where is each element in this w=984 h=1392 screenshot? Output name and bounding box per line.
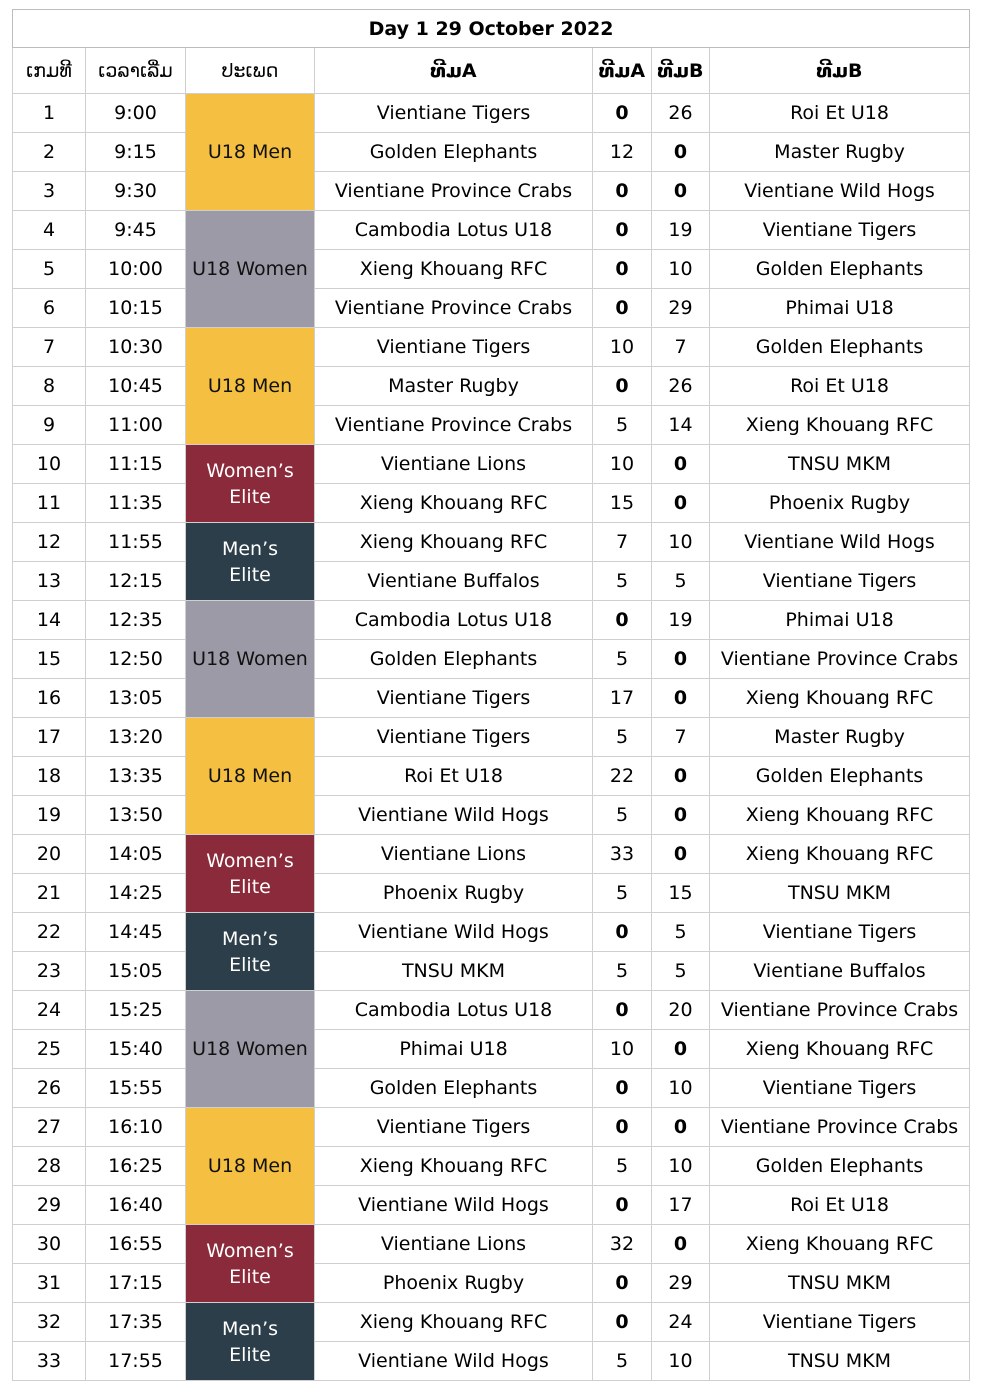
score-b: 5 [652, 913, 710, 952]
category-cell: Men’s Elite [186, 523, 315, 601]
score-b: 5 [652, 952, 710, 991]
start-time: 15:25 [86, 991, 186, 1030]
start-time: 13:35 [86, 757, 186, 796]
team-a: Vientiane Wild Hogs [315, 796, 593, 835]
score-b: 24 [652, 1303, 710, 1342]
start-time: 17:35 [86, 1303, 186, 1342]
table-row [13, 1342, 970, 1381]
team-a: Phoenix Rugby [315, 874, 593, 913]
start-time: 14:45 [86, 913, 186, 952]
game-number: 4 [13, 211, 86, 250]
start-time: 16:25 [86, 1147, 186, 1186]
team-b: Vientiane Tigers [710, 211, 970, 250]
table-row [13, 796, 970, 835]
score-a: 0 [593, 94, 652, 133]
score-a: 5 [593, 562, 652, 601]
team-b: Vientiane Wild Hogs [710, 172, 970, 211]
game-number: 6 [13, 289, 86, 328]
start-time: 10:00 [86, 250, 186, 289]
team-b: TNSU MKM [710, 1264, 970, 1303]
start-time: 10:15 [86, 289, 186, 328]
table-row [13, 211, 970, 250]
score-a: 10 [593, 328, 652, 367]
team-a: Vientiane Tigers [315, 1108, 593, 1147]
score-a: 5 [593, 406, 652, 445]
category-cell: U18 Women [186, 991, 315, 1108]
table-row [13, 562, 970, 601]
score-a: 0 [593, 211, 652, 250]
table-row [13, 1264, 970, 1303]
table-row [13, 133, 970, 172]
category-cell: U18 Women [186, 211, 315, 328]
start-time: 11:35 [86, 484, 186, 523]
score-b: 10 [652, 250, 710, 289]
score-b: 15 [652, 874, 710, 913]
score-b: 26 [652, 367, 710, 406]
score-a: 12 [593, 133, 652, 172]
team-b: Golden Elephants [710, 1147, 970, 1186]
schedule-title: Day 1 29 October 2022 [13, 10, 970, 48]
table-row [13, 1069, 970, 1108]
game-number: 27 [13, 1108, 86, 1147]
game-number: 32 [13, 1303, 86, 1342]
score-b: 0 [652, 640, 710, 679]
team-a: Cambodia Lotus U18 [315, 991, 593, 1030]
table-row [13, 757, 970, 796]
team-a: Vientiane Province Crabs [315, 289, 593, 328]
start-time: 17:15 [86, 1264, 186, 1303]
team-b: Golden Elephants [710, 250, 970, 289]
score-a: 0 [593, 289, 652, 328]
schedule-sheet [12, 9, 969, 1381]
game-number: 13 [13, 562, 86, 601]
team-a: Xieng Khouang RFC [315, 523, 593, 562]
table-row [13, 991, 970, 1030]
header-row [13, 48, 970, 94]
score-a: 17 [593, 679, 652, 718]
team-b: TNSU MKM [710, 1342, 970, 1381]
score-a: 22 [593, 757, 652, 796]
score-b: 0 [652, 172, 710, 211]
team-b: Master Rugby [710, 718, 970, 757]
team-a: Vientiane Province Crabs [315, 406, 593, 445]
header-game-no: ເກມທີ [13, 48, 86, 94]
table-row [13, 94, 970, 133]
table-row [13, 718, 970, 757]
team-a: Xieng Khouang RFC [315, 1147, 593, 1186]
team-b: Vientiane Province Crabs [710, 991, 970, 1030]
start-time: 12:15 [86, 562, 186, 601]
score-a: 0 [593, 913, 652, 952]
score-b: 26 [652, 94, 710, 133]
score-b: 0 [652, 484, 710, 523]
team-b: Vientiane Tigers [710, 562, 970, 601]
team-a: Phoenix Rugby [315, 1264, 593, 1303]
table-row [13, 952, 970, 991]
game-number: 15 [13, 640, 86, 679]
category-cell: Women’s Elite [186, 445, 315, 523]
team-b: Vientiane Province Crabs [710, 640, 970, 679]
game-number: 22 [13, 913, 86, 952]
score-b: 10 [652, 1147, 710, 1186]
score-b: 7 [652, 718, 710, 757]
game-number: 18 [13, 757, 86, 796]
table-row [13, 1030, 970, 1069]
team-a: Vientiane Lions [315, 1225, 593, 1264]
start-time: 15:40 [86, 1030, 186, 1069]
games-body [13, 94, 970, 1381]
game-number: 8 [13, 367, 86, 406]
score-b: 17 [652, 1186, 710, 1225]
table-row [13, 1147, 970, 1186]
start-time: 9:15 [86, 133, 186, 172]
score-a: 0 [593, 172, 652, 211]
game-number: 5 [13, 250, 86, 289]
game-number: 9 [13, 406, 86, 445]
start-time: 16:55 [86, 1225, 186, 1264]
start-time: 9:45 [86, 211, 186, 250]
team-b: Vientiane Province Crabs [710, 1108, 970, 1147]
table-row [13, 289, 970, 328]
score-a: 5 [593, 1147, 652, 1186]
team-a: Xieng Khouang RFC [315, 250, 593, 289]
start-time: 16:10 [86, 1108, 186, 1147]
header-team-a: ທີມA [315, 48, 593, 94]
team-a: Phimai U18 [315, 1030, 593, 1069]
game-number: 21 [13, 874, 86, 913]
team-b: TNSU MKM [710, 874, 970, 913]
score-b: 0 [652, 679, 710, 718]
game-number: 20 [13, 835, 86, 874]
score-a: 32 [593, 1225, 652, 1264]
game-number: 12 [13, 523, 86, 562]
category-cell: Men’s Elite [186, 1303, 315, 1381]
team-b: Vientiane Tigers [710, 1303, 970, 1342]
start-time: 11:15 [86, 445, 186, 484]
game-number: 33 [13, 1342, 86, 1381]
table-row [13, 1108, 970, 1147]
game-number: 10 [13, 445, 86, 484]
game-number: 28 [13, 1147, 86, 1186]
score-b: 0 [652, 1108, 710, 1147]
score-a: 0 [593, 1186, 652, 1225]
score-a: 5 [593, 952, 652, 991]
team-a: Vientiane Province Crabs [315, 172, 593, 211]
team-a: Vientiane Tigers [315, 328, 593, 367]
team-a: Vientiane Wild Hogs [315, 913, 593, 952]
score-a: 0 [593, 991, 652, 1030]
start-time: 9:00 [86, 94, 186, 133]
schedule-table [12, 9, 970, 1381]
team-b: Xieng Khouang RFC [710, 835, 970, 874]
score-a: 5 [593, 718, 652, 757]
score-a: 10 [593, 445, 652, 484]
team-b: Roi Et U18 [710, 367, 970, 406]
score-a: 15 [593, 484, 652, 523]
team-a: TNSU MKM [315, 952, 593, 991]
team-a: Xieng Khouang RFC [315, 484, 593, 523]
category-cell: Women’s Elite [186, 1225, 315, 1303]
team-b: Phimai U18 [710, 601, 970, 640]
category-cell: U18 Men [186, 1108, 315, 1225]
start-time: 12:50 [86, 640, 186, 679]
table-row [13, 484, 970, 523]
table-row [13, 1186, 970, 1225]
start-time: 13:05 [86, 679, 186, 718]
score-a: 0 [593, 1264, 652, 1303]
category-cell: U18 Men [186, 718, 315, 835]
team-b: Xieng Khouang RFC [710, 796, 970, 835]
score-b: 10 [652, 1069, 710, 1108]
game-number: 14 [13, 601, 86, 640]
team-b: Vientiane Tigers [710, 913, 970, 952]
game-number: 17 [13, 718, 86, 757]
table-row [13, 445, 970, 484]
start-time: 14:25 [86, 874, 186, 913]
score-a: 33 [593, 835, 652, 874]
score-b: 7 [652, 328, 710, 367]
team-a: Master Rugby [315, 367, 593, 406]
score-a: 0 [593, 1303, 652, 1342]
table-row [13, 523, 970, 562]
team-b: Xieng Khouang RFC [710, 406, 970, 445]
table-row [13, 874, 970, 913]
table-row [13, 835, 970, 874]
team-a: Vientiane Buffalos [315, 562, 593, 601]
score-b: 19 [652, 601, 710, 640]
team-b: TNSU MKM [710, 445, 970, 484]
score-a: 0 [593, 250, 652, 289]
score-a: 5 [593, 874, 652, 913]
score-b: 20 [652, 991, 710, 1030]
game-number: 31 [13, 1264, 86, 1303]
start-time: 15:55 [86, 1069, 186, 1108]
score-b: 5 [652, 562, 710, 601]
score-a: 5 [593, 1342, 652, 1381]
score-b: 10 [652, 523, 710, 562]
team-a: Cambodia Lotus U18 [315, 211, 593, 250]
score-a: 0 [593, 367, 652, 406]
team-b: Phimai U18 [710, 289, 970, 328]
table-row [13, 406, 970, 445]
game-number: 7 [13, 328, 86, 367]
game-number: 11 [13, 484, 86, 523]
team-b: Roi Et U18 [710, 94, 970, 133]
header-score-a: ທີມA [593, 48, 652, 94]
team-a: Cambodia Lotus U18 [315, 601, 593, 640]
table-row [13, 328, 970, 367]
score-a: 0 [593, 601, 652, 640]
team-a: Xieng Khouang RFC [315, 1303, 593, 1342]
team-a: Vientiane Wild Hogs [315, 1342, 593, 1381]
start-time: 13:20 [86, 718, 186, 757]
team-b: Master Rugby [710, 133, 970, 172]
score-a: 0 [593, 1108, 652, 1147]
score-b: 29 [652, 1264, 710, 1303]
header-score-b: ທີມB [652, 48, 710, 94]
game-number: 19 [13, 796, 86, 835]
start-time: 14:05 [86, 835, 186, 874]
category-cell: U18 Men [186, 328, 315, 445]
score-a: 0 [593, 1069, 652, 1108]
score-b: 0 [652, 796, 710, 835]
team-b: Golden Elephants [710, 328, 970, 367]
score-b: 0 [652, 1225, 710, 1264]
table-row [13, 367, 970, 406]
team-b: Xieng Khouang RFC [710, 679, 970, 718]
table-row [13, 250, 970, 289]
score-b: 0 [652, 133, 710, 172]
team-a: Golden Elephants [315, 133, 593, 172]
score-a: 5 [593, 796, 652, 835]
table-row [13, 601, 970, 640]
start-time: 13:50 [86, 796, 186, 835]
game-number: 25 [13, 1030, 86, 1069]
table-row [13, 172, 970, 211]
score-b: 19 [652, 211, 710, 250]
score-b: 0 [652, 835, 710, 874]
team-b: Xieng Khouang RFC [710, 1030, 970, 1069]
game-number: 3 [13, 172, 86, 211]
team-b: Vientiane Buffalos [710, 952, 970, 991]
table-row [13, 913, 970, 952]
start-time: 9:30 [86, 172, 186, 211]
table-row [13, 1303, 970, 1342]
team-a: Vientiane Wild Hogs [315, 1186, 593, 1225]
start-time: 15:05 [86, 952, 186, 991]
score-a: 7 [593, 523, 652, 562]
team-b: Vientiane Wild Hogs [710, 523, 970, 562]
game-number: 2 [13, 133, 86, 172]
start-time: 17:55 [86, 1342, 186, 1381]
table-row [13, 1225, 970, 1264]
score-b: 0 [652, 757, 710, 796]
team-b: Xieng Khouang RFC [710, 1225, 970, 1264]
header-team-b: ທີມB [710, 48, 970, 94]
team-a: Vientiane Lions [315, 445, 593, 484]
team-a: Vientiane Tigers [315, 718, 593, 757]
table-row [13, 679, 970, 718]
category-cell: Men’s Elite [186, 913, 315, 991]
team-a: Roi Et U18 [315, 757, 593, 796]
start-time: 11:55 [86, 523, 186, 562]
team-a: Vientiane Tigers [315, 94, 593, 133]
game-number: 16 [13, 679, 86, 718]
team-b: Roi Et U18 [710, 1186, 970, 1225]
score-b: 0 [652, 1030, 710, 1069]
game-number: 1 [13, 94, 86, 133]
game-number: 26 [13, 1069, 86, 1108]
start-time: 16:40 [86, 1186, 186, 1225]
team-b: Vientiane Tigers [710, 1069, 970, 1108]
team-b: Phoenix Rugby [710, 484, 970, 523]
header-category: ປະເພດ [186, 48, 315, 94]
category-cell: U18 Men [186, 94, 315, 211]
game-number: 24 [13, 991, 86, 1030]
score-a: 5 [593, 640, 652, 679]
team-b: Golden Elephants [710, 757, 970, 796]
start-time: 10:30 [86, 328, 186, 367]
team-a: Golden Elephants [315, 640, 593, 679]
score-b: 14 [652, 406, 710, 445]
start-time: 10:45 [86, 367, 186, 406]
score-b: 0 [652, 445, 710, 484]
header-start-time: ເວລາເລີ່ມ [86, 48, 186, 94]
game-number: 29 [13, 1186, 86, 1225]
score-b: 10 [652, 1342, 710, 1381]
game-number: 30 [13, 1225, 86, 1264]
score-b: 29 [652, 289, 710, 328]
category-cell: Women’s Elite [186, 835, 315, 913]
team-a: Vientiane Tigers [315, 679, 593, 718]
start-time: 12:35 [86, 601, 186, 640]
team-a: Vientiane Lions [315, 835, 593, 874]
category-cell: U18 Women [186, 601, 315, 718]
game-number: 23 [13, 952, 86, 991]
table-row [13, 640, 970, 679]
start-time: 11:00 [86, 406, 186, 445]
score-a: 10 [593, 1030, 652, 1069]
team-a: Golden Elephants [315, 1069, 593, 1108]
